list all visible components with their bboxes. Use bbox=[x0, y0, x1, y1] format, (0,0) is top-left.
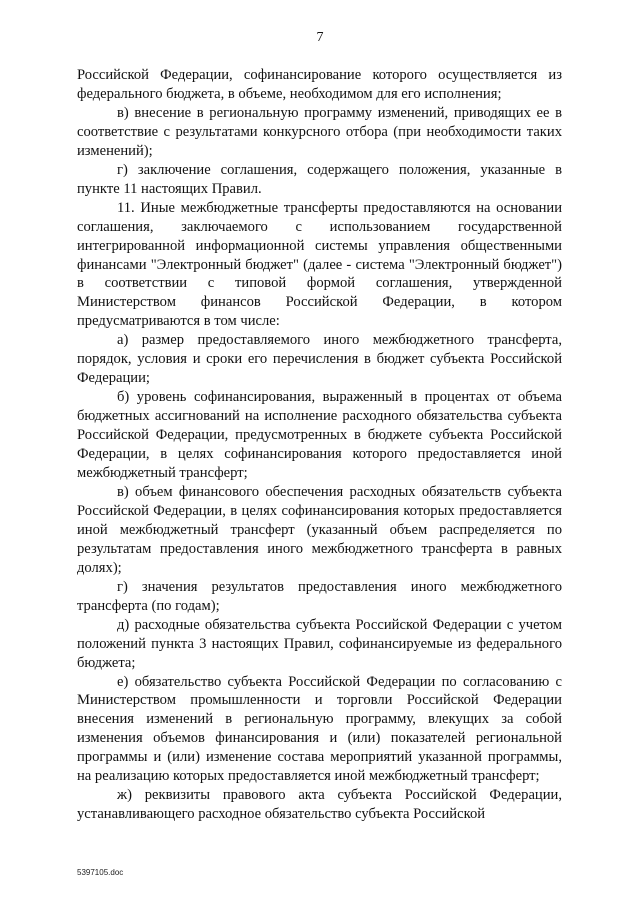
paragraph-item-g-2: г) значения результатов предоставления иного межбюджетного трансферта (по годам); bbox=[77, 578, 562, 614]
paragraph-item-g: г) заключение соглашения, содержащего положения, указанные в пункте 11 настоящих Правил. bbox=[77, 161, 562, 197]
footer-document-code: 5397105.doc bbox=[77, 868, 124, 877]
paragraph-item-a: а) размер предоставляемого иного межбюджетного трансферта, порядок, условия и сроки его перечисления в бюджет субъекта Российской Федерации; bbox=[77, 332, 562, 387]
paragraph-item-v: в) внесение в региональную программу изменений, приводящих ее в соответствие с результатами конкурсного отбора (при необходимости таких изменений); bbox=[77, 104, 562, 159]
paragraph-item-d: д) расходные обязательства субъекта Российской Федерации с учетом положений пункта 3 настоящих Правил, софинансируемые из федерального бюджета; bbox=[77, 616, 562, 671]
paragraph-item-zh: ж) реквизиты правового акта субъекта Российской Федерации, устанавливающего расходное обязательство субъекта Российской bbox=[77, 787, 562, 823]
page-number: 7 bbox=[316, 30, 324, 45]
paragraph-clause-11: 11. Иные межбюджетные трансферты предоставляются на основании соглашения, заключаемого с использованием государственной интегрированной информационной системы управления общественными финансами "Электронный бюджет" (далее - система "Электронный бюджет") в соответствии с типовой формой соглашения, утвержденной Министерством финансов Российской Федерации, в котором предусматриваются в том числе: bbox=[77, 199, 562, 330]
paragraph-continuation: Российской Федерации, софинансирование которого осуществляется из федерального бюджета, в объеме, необходимом для его исполнения; bbox=[77, 67, 562, 102]
paragraph-item-b: б) уровень софинансирования, выраженный в процентах от объема бюджетных ассигнований на исполнение расходного обязательства субъекта Российской Федерации, предусмотренных в бюджете субъекта Российской Федерации, в целях софинансирования которого предоставляется иной межбюджетный трансферт; bbox=[77, 389, 562, 482]
paragraph-item-e: е) обязательство субъекта Российской Федерации по согласованию с Министерством промышленности и торговли Российской Федерации внесения изменений в региональную программу, влекущих за собой изменения объемов финансирования и (или) показателей региональной программы и (или) изменение состава мероприятий указанной программы, на реализацию которых предоставляется иной межбюджетный трансферт; bbox=[77, 673, 562, 785]
paragraph-item-v-2: в) объем финансового обеспечения расходных обязательств субъекта Российской Федерации, в целях софинансирования которых предоставляется иной межбюджетный трансферт (указанный объем распределяется по результатам предоставления иного межбюджетного трансферта в равных долях); bbox=[77, 483, 562, 576]
document-body bbox=[77, 66, 562, 824]
